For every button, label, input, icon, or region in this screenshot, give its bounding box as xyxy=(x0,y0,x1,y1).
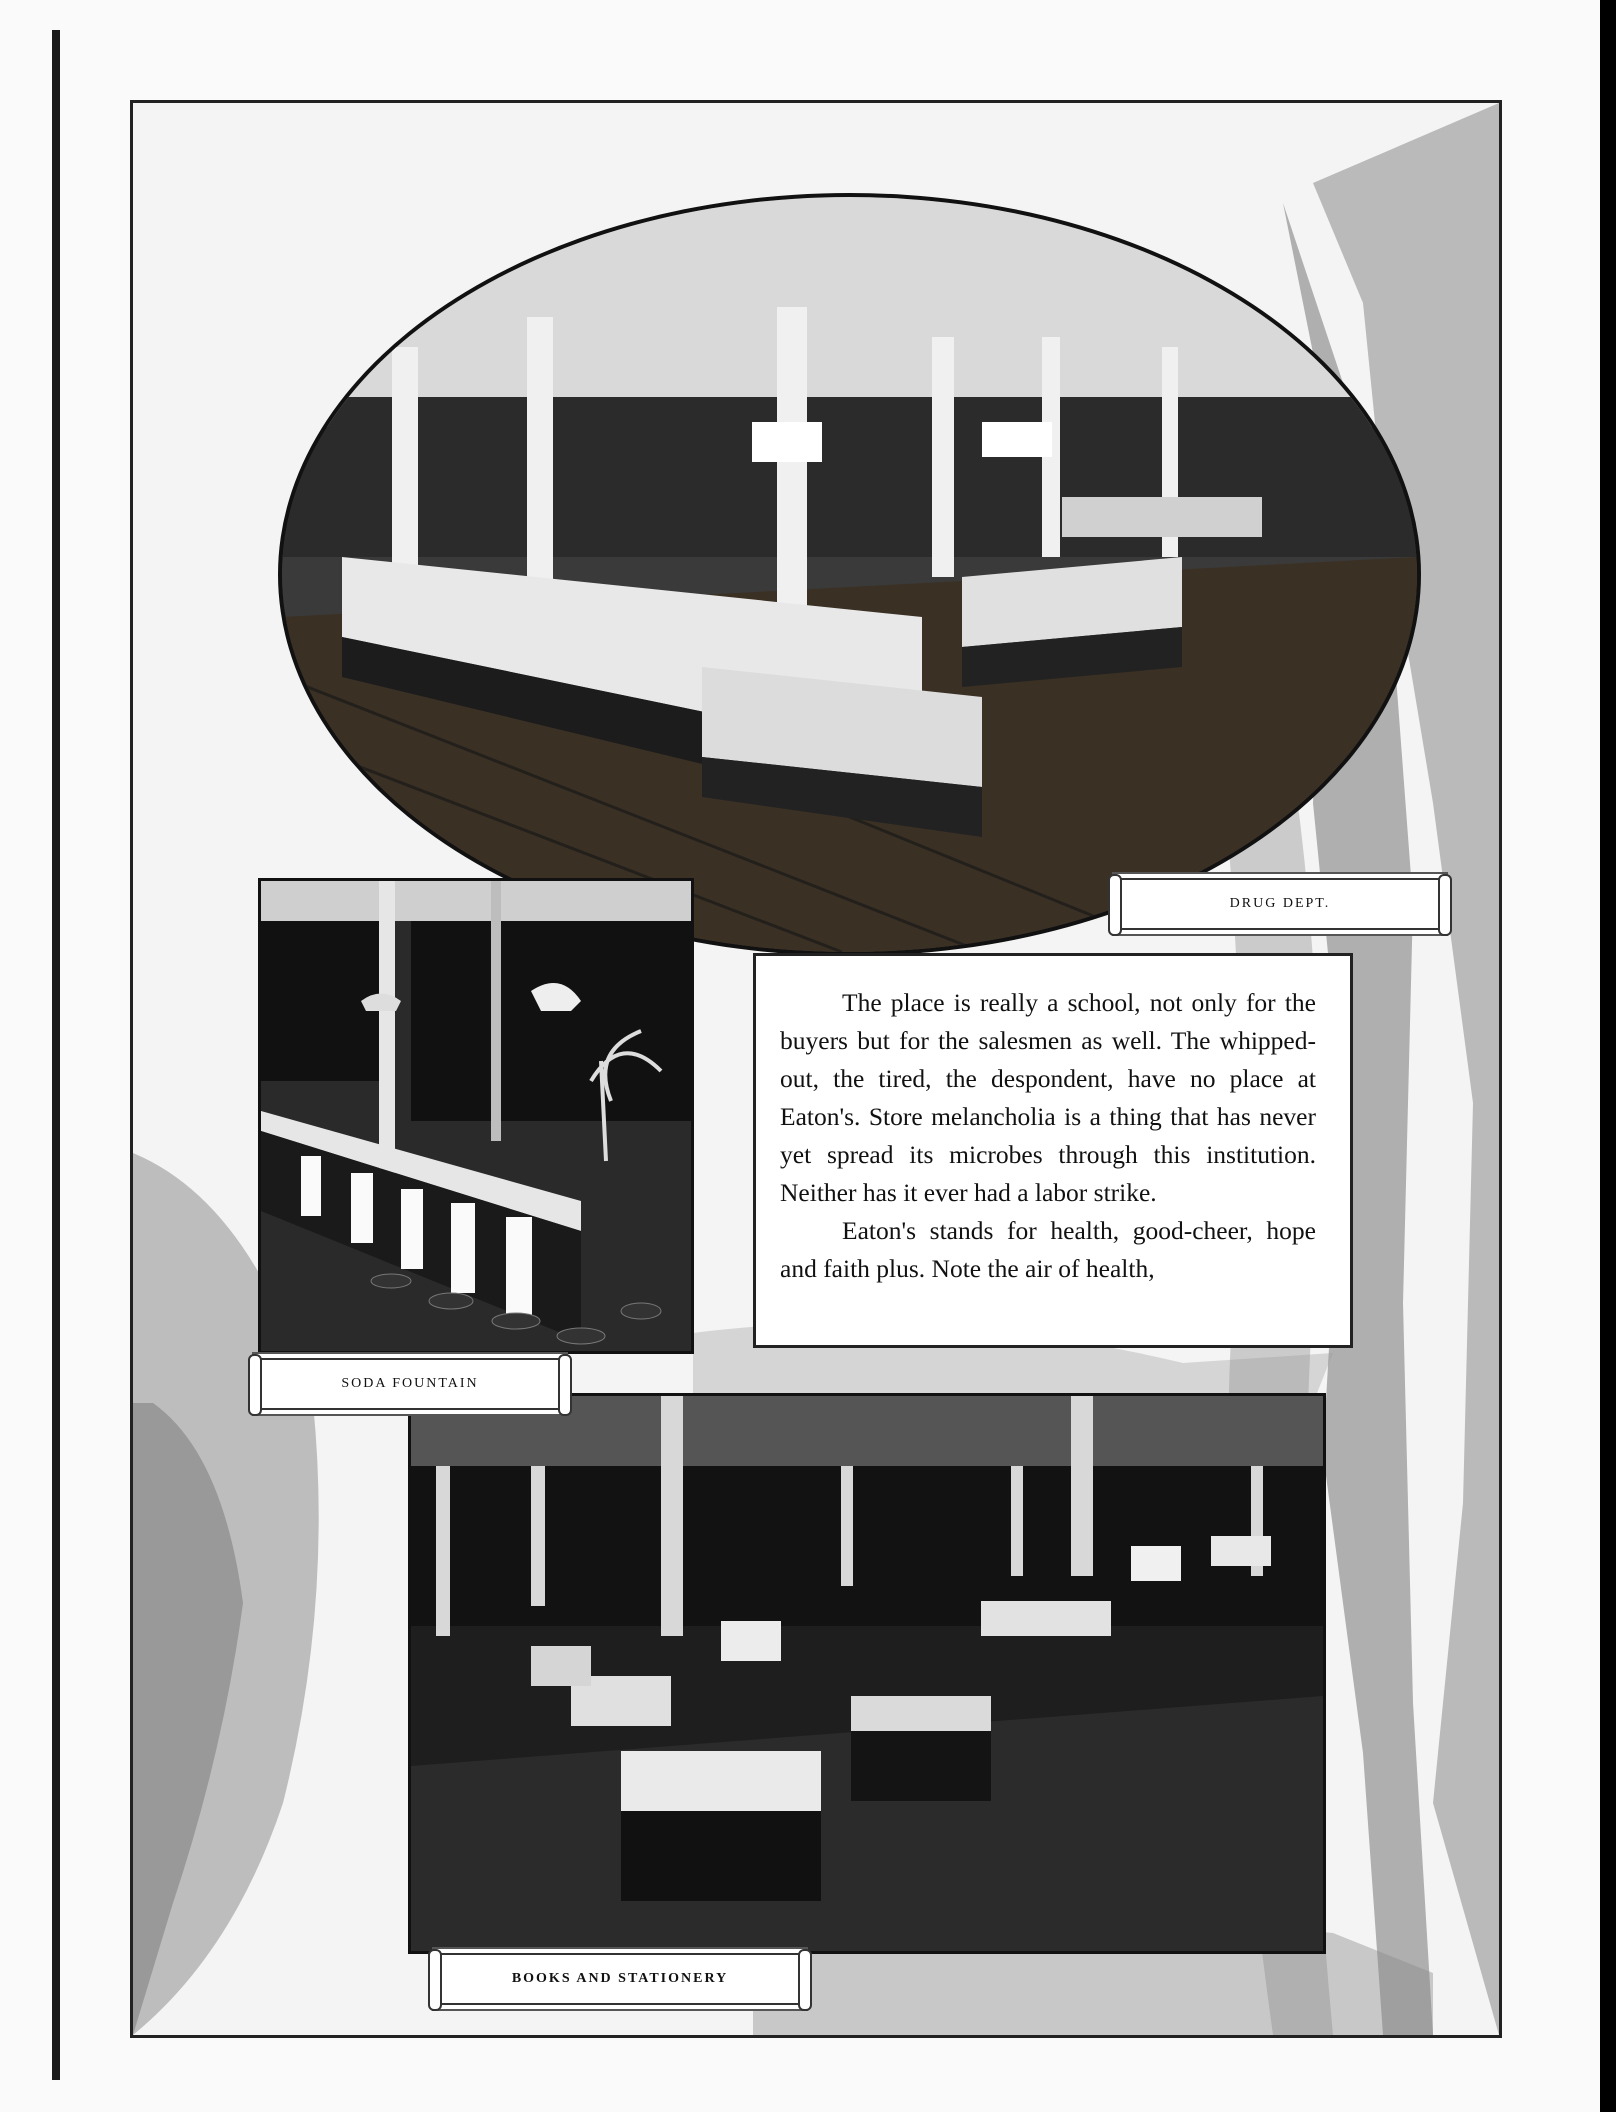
body-paragraph-1: The place is really a school, not only for the buyers but for the salesmen as well. The whipped-out, the tired, the despondent, have no place at Eaton's. Store melancholia is a thing that has never yet spread its microbes through this institution. Neither has it ever had a labor strike. xyxy=(780,988,1316,1207)
scan-border xyxy=(1600,0,1616,2112)
caption-drug-text: DRUG DEPT. xyxy=(1229,896,1331,911)
body-paragraph-2: Eaton's stands for health, good-cheer, hope and faith plus. Note the air of health, xyxy=(780,1216,1316,1283)
books-stationery-photo xyxy=(408,1393,1326,1954)
page-frame xyxy=(130,100,1502,2038)
caption-drug-dept xyxy=(1118,878,1442,930)
drug-dept-photo xyxy=(278,193,1421,956)
caption-soda-text: SODA FOUNTAIN xyxy=(341,1376,479,1391)
drug-dept-photo-illustration xyxy=(282,197,1417,952)
soda-fountain-photo xyxy=(258,878,694,1354)
soda-fountain-photo-illustration xyxy=(261,881,691,1351)
caption-books-text: BOOKS AND STATIONERY xyxy=(511,1971,729,1986)
book-binding-edge xyxy=(52,30,60,2080)
books-stationery-photo-illustration xyxy=(411,1396,1323,1951)
body-text-panel xyxy=(753,953,1353,1348)
caption-soda-fountain xyxy=(258,1358,562,1410)
caption-books-stationery xyxy=(438,1953,802,2005)
